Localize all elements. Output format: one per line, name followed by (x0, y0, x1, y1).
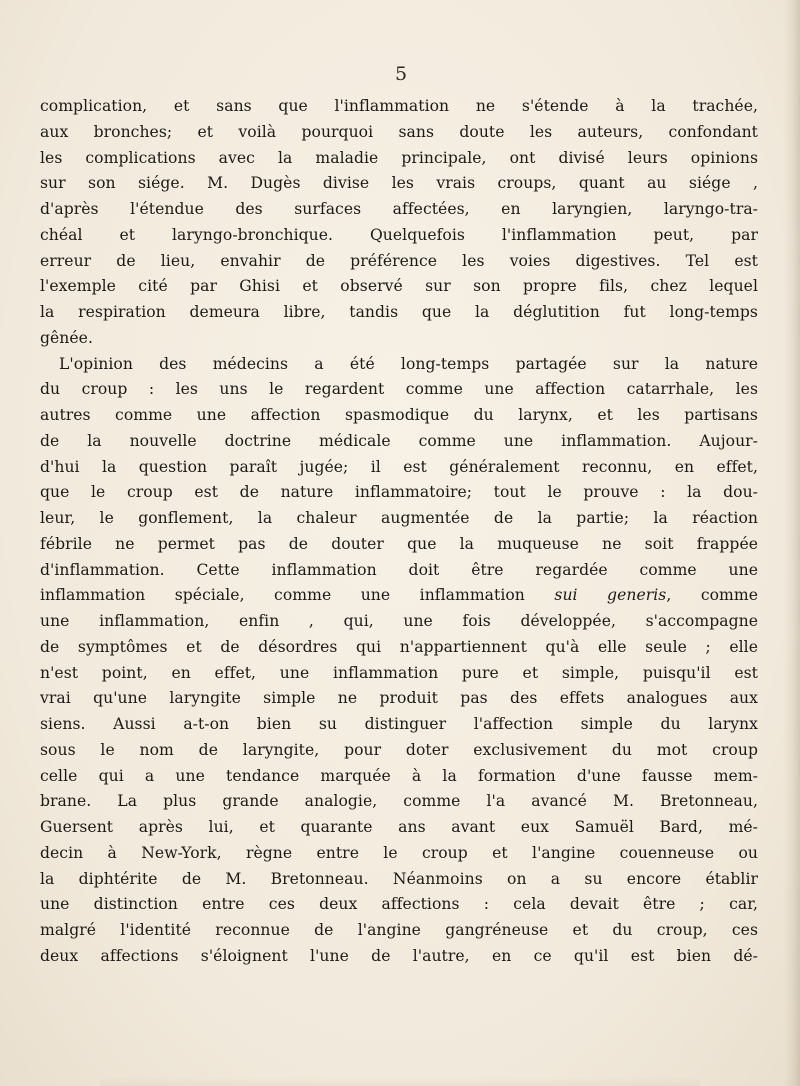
text-line: complication, et sans que l'inflammation ne s'étende à la trachée, (40, 97, 758, 115)
page-number: 5 (394, 63, 408, 85)
text-line: d'hui la question paraît jugée; il est généralement reconnu, en effet, (40, 457, 758, 476)
text-line: leur, le gonflement, la chaleur augmentée de la partie; la réaction (40, 509, 758, 527)
text-line: chéal et laryngo-bronchique. Quelquefois l'inflammation peut, par (40, 225, 758, 244)
text-line: sur son siége. M. Dugès divise les vrais croups, quant au siége , (40, 174, 758, 193)
text-line: inflammation spéciale, comme une inflammation sui generis, comme (40, 586, 759, 605)
text-line: fébrile ne permet pas de douter que la muqueuse ne soit frappée (40, 534, 758, 553)
text-line: une distinction entre ces deux affections : cela devait être ; car, (40, 895, 758, 914)
text-line: vrai qu'une laryngite simple ne produit pas des effets analogues aux (40, 689, 758, 708)
text-line: autres comme une affection spasmodique du larynx, et les partisans (40, 406, 758, 424)
text-line: gênée. (40, 328, 93, 347)
text-line: d'inflammation. Cette inflammation doit être regardée comme une (40, 560, 758, 579)
paragraph-start-line: L'opinion des médecins a été long-temps partagée sur la nature (59, 354, 758, 373)
text-line: de la nouvelle doctrine médicale comme une inflammation. Aujour- (40, 431, 758, 450)
text-line: que le croup est de nature inflammatoire; tout le prouve : la dou- (40, 483, 758, 502)
text-line: siens. Aussi a-t-on bien su distinguer l'affection simple du larynx (40, 715, 758, 733)
text-line: la respiration demeura libre, tandis que la déglutition fut long-temps (40, 303, 758, 321)
paper-stain (100, 1078, 700, 1086)
text-line: d'après l'étendue des surfaces affectées, en laryngien, laryngo-tra- (40, 200, 758, 218)
text-line: malgré l'identité reconnue de l'angine gangréneuse et du croup, ces (40, 921, 758, 939)
text-line: deux affections s'éloignent l'une de l'autre, en ce qu'il est bien dé- (40, 946, 758, 965)
text-line: celle qui a une tendance marquée à la formation d'une fausse mem- (40, 766, 758, 785)
text-line: la diphtérite de M. Bretonneau. Néanmoins on a su encore établir (40, 869, 758, 888)
text-line: du croup : les uns le regardent comme une affection catarrhale, les (40, 380, 758, 399)
text-line: Guersent après lui, et quarante ans avant eux Samuël Bard, mé- (40, 818, 758, 836)
text-line: brane. La plus grande analogie, comme l'a avancé M. Bretonneau, (40, 792, 758, 811)
text-line: n'est point, en effet, une inflammation pure et simple, puisqu'il est (40, 663, 758, 682)
text-line: sous le nom de laryngite, pour doter exclusivement du mot croup (40, 740, 758, 759)
text-line: une inflammation, enfin , qui, une fois développée, s'accompagne (40, 612, 758, 630)
text-line: de symptômes et de désordres qui n'appartiennent qu'à elle seule ; elle (40, 637, 758, 656)
text-line: decin à New-York, règne entre le croup et l'angine couenneuse ou (40, 843, 758, 862)
text-line: aux bronches; et voilà pourquoi sans doute les auteurs, confondant (40, 122, 758, 141)
page-edge-shadow (784, 0, 800, 1086)
text-line: erreur de lieu, envahir de préférence les voies digestives. Tel est (40, 251, 758, 270)
text-line: l'exemple cité par Ghisi et observé sur son propre fils, chez lequel (40, 277, 758, 296)
body-text (40, 94, 758, 970)
text-line: les complications avec la maladie principale, ont divisé leurs opinions (40, 148, 758, 167)
